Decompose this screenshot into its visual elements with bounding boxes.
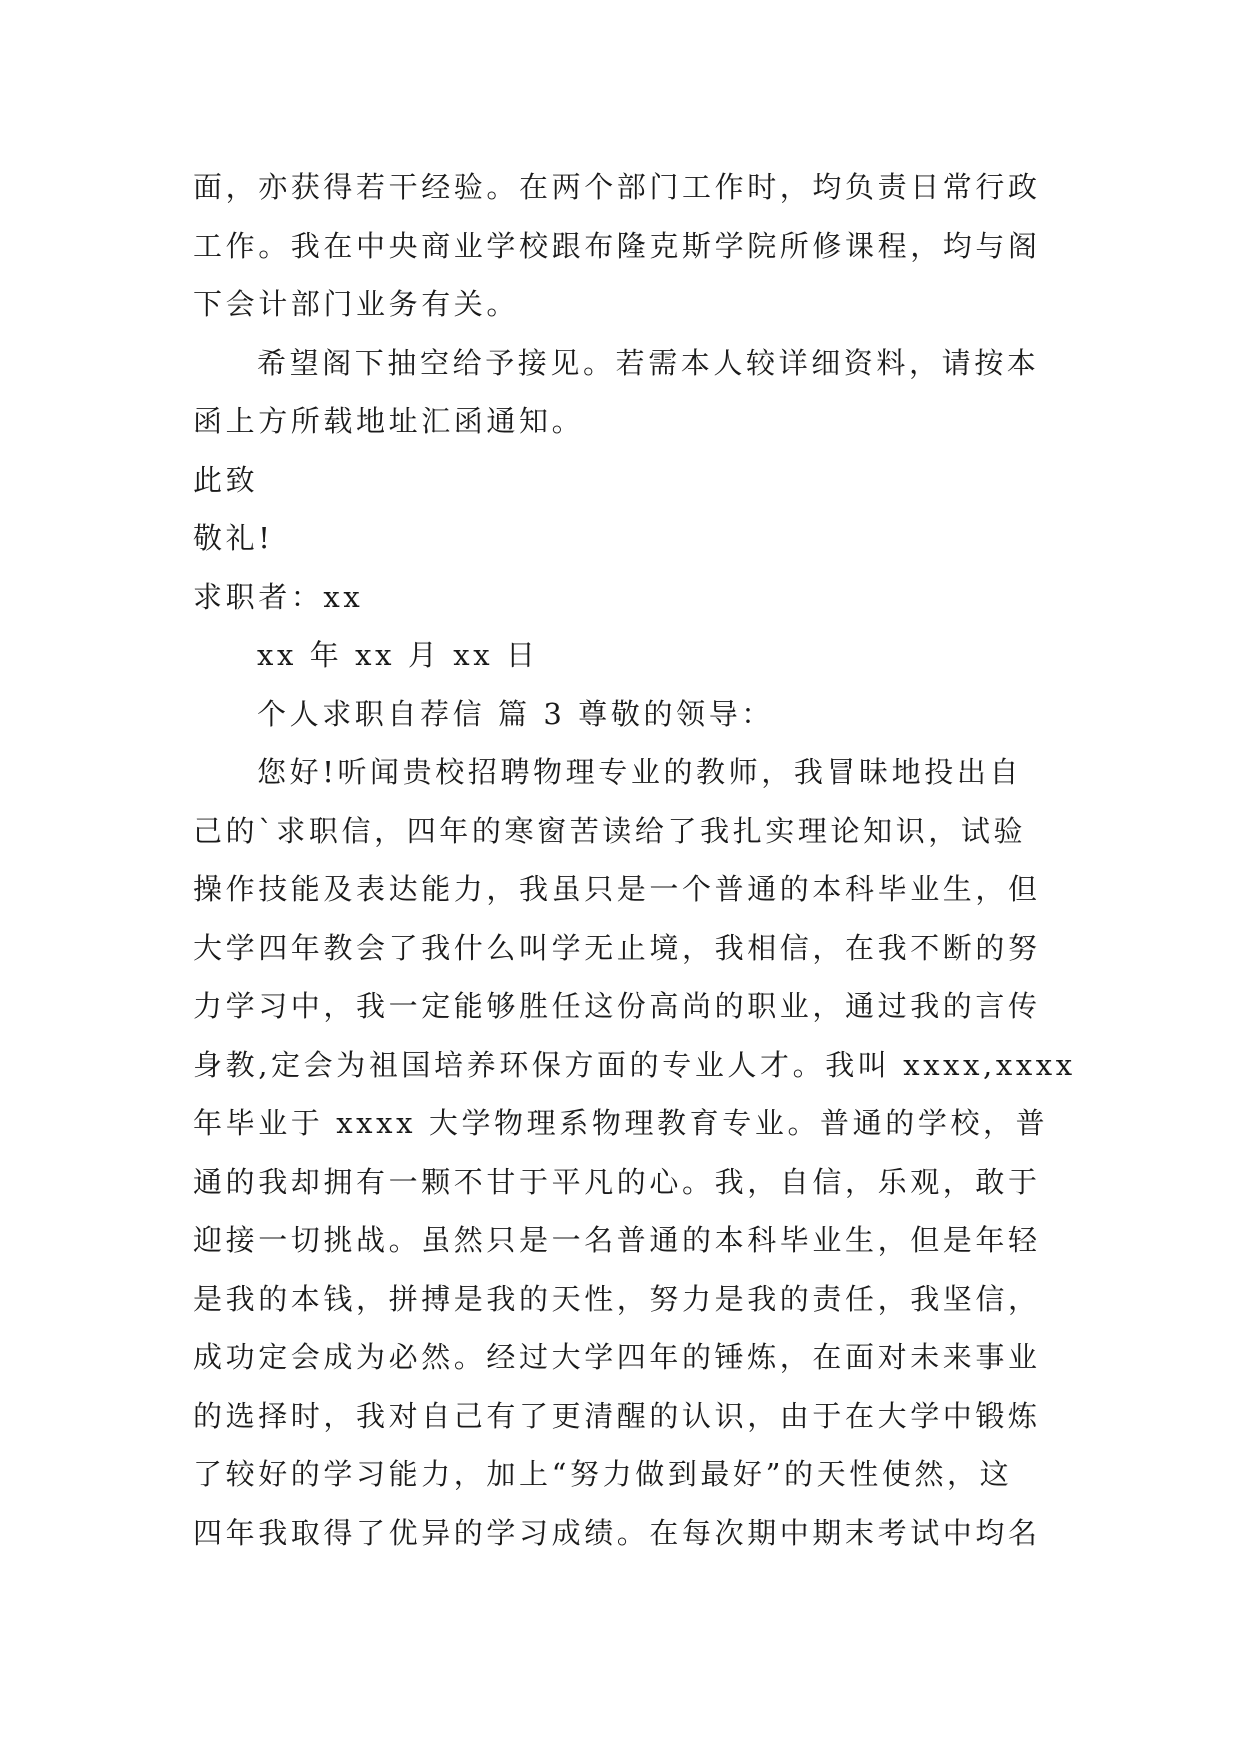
document-body <box>193 158 1076 1562</box>
text-line: 面，亦获得若干经验。在两个部门工作时，均负责日常行政 <box>193 170 1041 204</box>
text-line: 求职者：xx <box>193 579 364 614</box>
text-line: 希望阁下抽空给予接见。若需本人较详细资料，请按本 <box>257 345 1040 380</box>
text-line: 大学四年教会了我什么叫学无止境，我相信，在我不断的努 <box>193 930 1041 965</box>
text-line: 下会计部门业务有关。 <box>193 287 520 321</box>
text-line: 您好!听闻贵校招聘物理专业的教师，我冒昧地投出自 <box>257 755 1023 789</box>
text-line: 函上方所载地址汇函通知。 <box>193 404 585 438</box>
text-line: 成功定会成为必然。经过大学四年的锤炼，在面对未来事业 <box>193 1340 1041 1374</box>
text-line: 敬礼! <box>193 521 274 555</box>
text-line: 操作技能及表达能力，我虽只是一个普通的本科毕业生，但 <box>193 872 1041 906</box>
text-line: 迎接一切挑战。虽然只是一名普通的本科毕业生，但是年轻 <box>193 1223 1041 1257</box>
text-line: 的选择时，我对自己有了更清醒的认识，由于在大学中锻炼 <box>193 1398 1041 1433</box>
text-line: 四年我取得了优异的学习成绩。在每次期中期末考试中均名 <box>193 1515 1041 1550</box>
text-line: 身教,定会为祖国培养环保方面的专业人才。我叫 xxxx,xxxx <box>193 1047 1076 1082</box>
text-line: 是我的本钱，拼搏是我的天性，努力是我的责任，我坚信， <box>193 1281 1041 1316</box>
text-line: 了较好的学习能力，加上“努力做到最好”的天性使然，这 <box>193 1457 1013 1491</box>
text-line: 工作。我在中央商业学校跟布隆克斯学院所修课程，均与阁 <box>193 228 1041 263</box>
text-line: 己的`求职信，四年的寒窗苦读给了我扎实理论知识，试验 <box>193 813 1027 848</box>
text-line: 年毕业于 xxxx 大学物理系物理教育专业。普通的学校，普 <box>193 1106 1049 1140</box>
text-line: 力学习中，我一定能够胜任这份高尚的职业，通过我的言传 <box>193 989 1041 1023</box>
text-line: 通的我却拥有一颗不甘于平凡的心。我，自信，乐观，敢于 <box>193 1164 1041 1199</box>
text-line: 此致 <box>193 462 259 497</box>
text-line: 个人求职自荐信 篇 3 尊敬的领导： <box>257 696 774 731</box>
text-line: xx 年 xx 月 xx 日 <box>257 638 539 672</box>
